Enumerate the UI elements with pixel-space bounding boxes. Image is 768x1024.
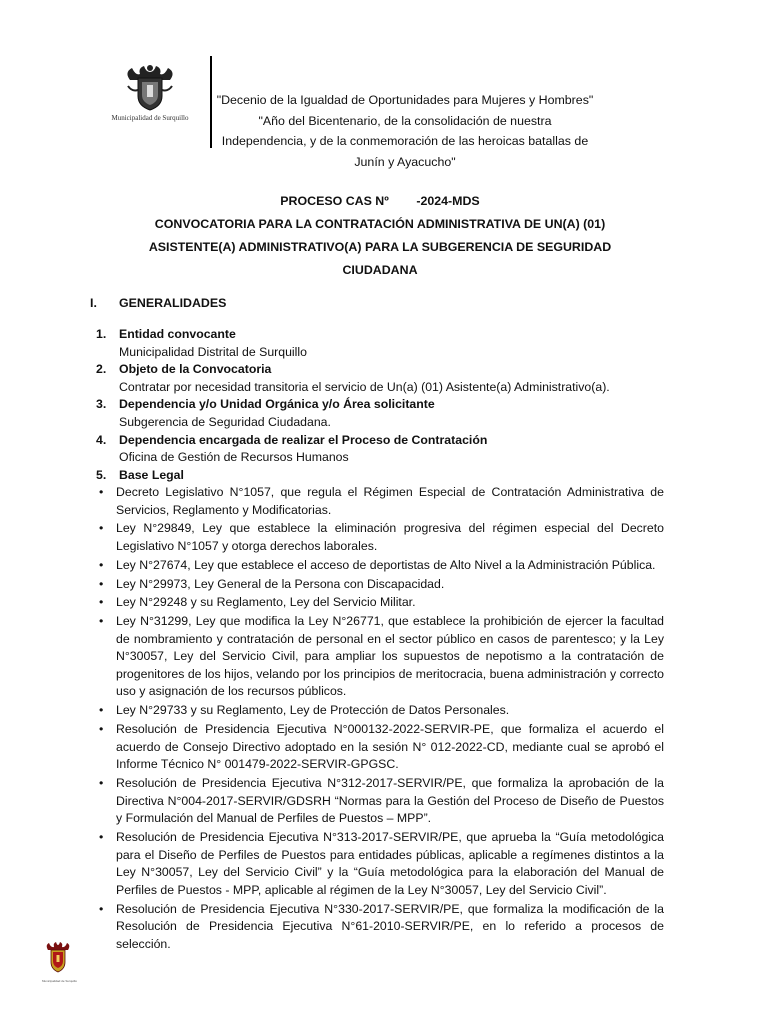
list-item bbox=[96, 467, 666, 485]
base-legal-item: • Resolución de Presidencia Ejecutiva N°313-2017-SERVIR/PE, que aprueba la “Guía metodológica para el Diseño de Perfiles de Puestos para entidades públicas, aplicable a regímenes distintos a la Ley N°30057, Ley del Servicio Civil” y la “Guía metodológica para la elaboración del Manual de Perfiles de Puestos - MPP, aplicable al régimen de la Ley N°30057, Ley del Servicio Civil”. bbox=[98, 829, 664, 899]
list-item bbox=[96, 361, 666, 396]
item-title: Dependencia encargada de realizar el Proceso de Contratación bbox=[119, 432, 488, 447]
quote-line: "Decenio de la Igualdad de Oportunidades para Mujeres y Hombres" bbox=[216, 93, 594, 107]
base-legal-item: • Decreto Legislativo N°1057, que regula el Régimen Especial de Contratación Administrativa de Servicios, Reglamento y Modificatorias. bbox=[98, 484, 664, 519]
item-number: 1. bbox=[96, 327, 107, 341]
coat-of-arms-icon bbox=[122, 62, 178, 112]
footer-logo bbox=[42, 940, 78, 984]
generalidades-list bbox=[96, 326, 666, 484]
header-quotes bbox=[205, 90, 605, 172]
base-legal-item: • Resolución de Presidencia Ejecutiva N°000132-2022-SERVIR-PE, que formaliza el acuerdo el acuerdo de Consejo Directivo adoptado en la sesión N° 012-2022-CD, mediante cual se aprobó el Informe Técnico N° 001479-2022-SERVIR-GPGSC. bbox=[98, 721, 664, 774]
item-title: Base Legal bbox=[119, 467, 184, 482]
quote-line: Junín y Ayacucho" bbox=[354, 154, 456, 169]
item-body: Municipalidad Distrital de Surquillo bbox=[119, 344, 307, 359]
base-legal-item: • Resolución de Presidencia Ejecutiva N°330-2017-SERVIR/PE, que formaliza la modificación de la Resolución de Presidencia Ejecutiva N°61-2010-SERVIR/PE, en lo referido a procesos de selección. bbox=[98, 901, 664, 954]
item-number: 4. bbox=[96, 432, 107, 447]
item-title: Objeto de la Convocatoria bbox=[119, 362, 272, 377]
municipality-logo bbox=[100, 62, 200, 134]
title-line: CONVOCATORIA PARA LA CONTRATACIÓN ADMINISTRATIVA DE UN(A) (01) bbox=[154, 217, 606, 231]
base-legal-item: • Ley N°29733 y su Reglamento, Ley de Protección de Datos Personales. bbox=[98, 702, 664, 720]
item-number: 5. bbox=[96, 467, 107, 482]
section-number: I. bbox=[90, 296, 97, 310]
item-number: 3. bbox=[96, 397, 107, 412]
item-title: Dependencia y/o Unidad Orgánica y/o Área solicitante bbox=[119, 397, 435, 412]
title-line: PROCESO CAS Nº -2024-MDS bbox=[280, 194, 480, 208]
base-legal-item: • Ley N°27674, Ley que establece el acceso de deportistas de Alto Nivel a la Administración Pública. bbox=[98, 557, 664, 575]
title-line: ASISTENTE(A) ADMINISTRATIVO(A) PARA LA SUBGERENCIA DE SEGURIDAD bbox=[148, 240, 612, 254]
base-legal-item: • Ley N°29973, Ley General de la Persona con Discapacidad. bbox=[98, 576, 664, 594]
item-body: Contratar por necesidad transitoria el servicio de Un(a) (01) Asistente(a) Administrativo(a). bbox=[119, 379, 610, 394]
document-title bbox=[70, 190, 690, 282]
base-legal-item: • Ley N°29248 y su Reglamento, Ley del Servicio Militar. bbox=[98, 594, 664, 612]
item-number: 2. bbox=[96, 362, 107, 377]
item-title: Entidad convocante bbox=[119, 327, 236, 341]
quote-line: Independencia, y de la conmemoración de las heroicas batallas de bbox=[221, 134, 589, 148]
base-legal-item: • Ley N°31299, Ley que modifica la Ley N°26771, que establece la prohibición de ejercer la facultad de nombramiento y contratación de personal en el sector público en casos de parentesco; y la Ley N°30057, Ley del Servicio Civil, para ampliar los supuestos de nepotismo a la contratación de progenitores de los hijos, velando por los principios de meritocracia, buena administración y correcto uso y asignación de los recursos públicos. bbox=[98, 613, 664, 701]
item-body: Subgerencia de Seguridad Ciudadana. bbox=[119, 414, 331, 429]
quote-line: "Año del Bicentenario, de la consolidación de nuestra bbox=[258, 113, 552, 128]
title-line: CIUDADANA bbox=[342, 263, 418, 277]
footer-coat-of-arms-icon bbox=[44, 940, 72, 974]
list-item bbox=[96, 326, 666, 361]
section-heading bbox=[90, 296, 226, 310]
base-legal-item: • Resolución de Presidencia Ejecutiva N°312-2017-SERVIR/PE, que formaliza la aprobación de la Directiva N°004-2017-SERVIR/GDSRH “Normas para la Gestión del Proceso de Diseño de Puestos y Formulación del Manual de Perfiles de Puestos – MPP”. bbox=[98, 775, 664, 828]
base-legal-item: • Ley N°29849, Ley que establece la eliminación progresiva del régimen especial del Decreto Legislativo N°1057 y otorga derechos laborales. bbox=[98, 520, 664, 555]
base-legal-list bbox=[98, 484, 664, 955]
footer-logo-caption: Municipalidad de Surquillo bbox=[42, 979, 78, 983]
list-item bbox=[96, 396, 666, 431]
list-item bbox=[96, 432, 666, 467]
logo-caption: Municipalidad de Surquillo bbox=[111, 114, 189, 122]
section-title: GENERALIDADES bbox=[119, 296, 227, 310]
item-body: Oficina de Gestión de Recursos Humanos bbox=[119, 450, 349, 465]
